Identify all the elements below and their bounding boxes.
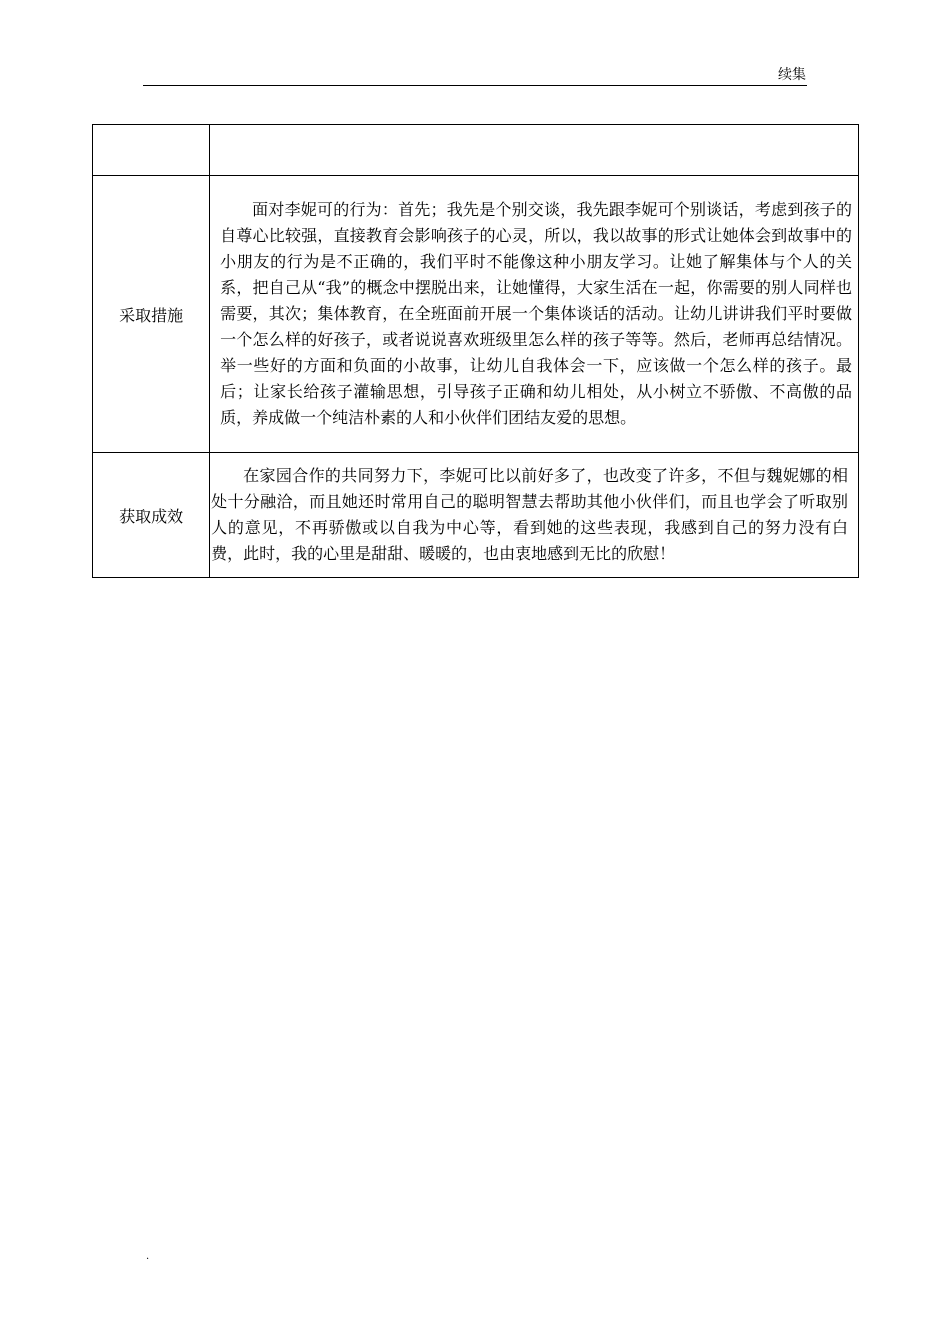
record-table: [92, 124, 859, 578]
row-label-measures: 采取措施: [93, 176, 210, 453]
row-label-blank: [93, 125, 210, 176]
header-divider: [143, 85, 807, 86]
row-content-results: [210, 453, 859, 578]
results-paragraph: 在家园合作的共同努力下，李妮可比以前好多了，也改变了许多，不但与魏妮娜的相处十分融洽，而且她还时常用自己的聪明智慧去帮助其他小伙伴们，而且也学会了听取别人的意见，不再骄傲或以自我为中心等，看到她的这些表现，我感到自己的努力没有白费，此时，我的心里是甜甜、暖暖的，也由衷地感到无比的欣慰！: [211, 466, 848, 563]
table-row-measures: [93, 176, 859, 453]
row-content-blank: [210, 125, 859, 176]
row-content-measures: [210, 176, 859, 453]
table-row-blank: [93, 125, 859, 176]
measures-paragraph: 面对李妮可的行为：首先；我先是个别交谈，我先跟李妮可个别谈话，考虑到孩子的自尊心比较强，直接教育会影响孩子的心灵，所以，我以故事的形式让她体会到故事中的小朋友的行为是不正确的，我们平时不能像这种小朋友学习。让她了解集体与个人的关系，把自己从“我”的概念中摆脱出来，让她懂得，大家生活在一起，你需要的别人同样也需要，其次；集体教育，在全班面前开展一个集体谈话的活动。让幼儿讲讲我们平时要做一个怎么样的好孩子，或者说说喜欢班级里怎么样的孩子等等。然后，老师再总结情况。举一些好的方面和负面的小故事，让幼儿自我体会一下，应该做一个怎么样的孩子。最后；让家长给孩子灌输思想，引导孩子正确和幼儿相处，从小树立不骄傲、不高傲的品质，养成做一个纯洁朴素的人和小伙伴们团结友爱的思想。: [220, 200, 852, 427]
footer-mark: .: [146, 1251, 150, 1262]
row-label-results: 获取成效: [93, 453, 210, 578]
page-header-label: 续集: [778, 67, 806, 83]
table-row-results: [93, 453, 859, 578]
